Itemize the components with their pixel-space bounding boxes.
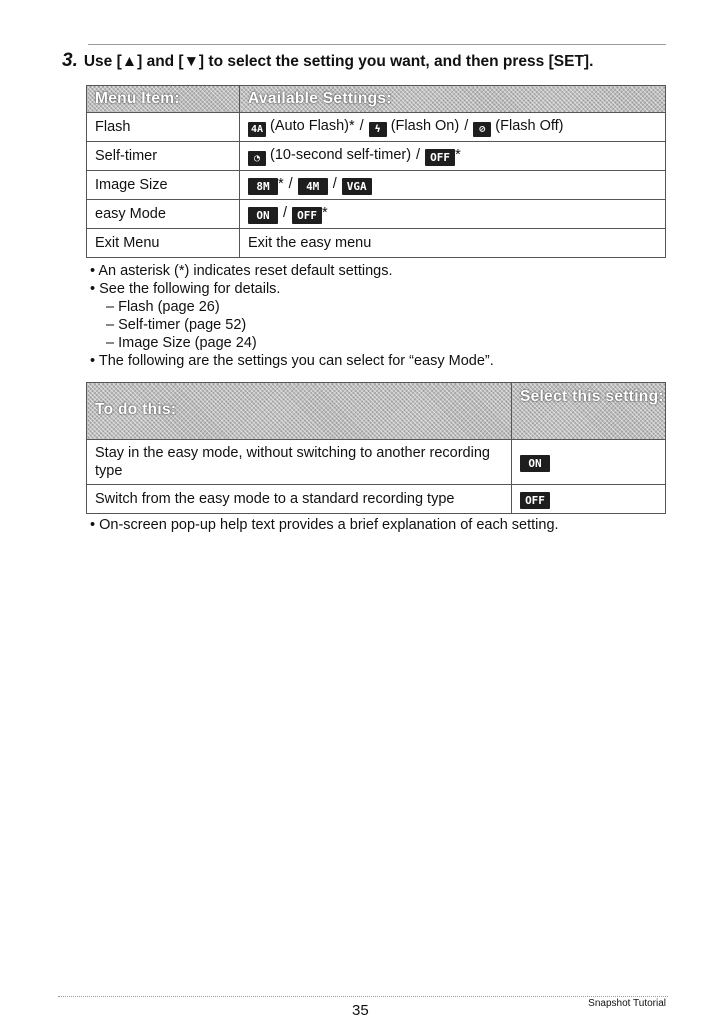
bullet-asterisk: • An asterisk (*) indicates reset default settings. [90, 262, 494, 280]
flash-on-icon: ϟ [369, 122, 387, 137]
table-header-row [87, 86, 666, 113]
help-note: • On-screen pop-up help text provides a brief explanation of each setting. [90, 517, 559, 533]
action-stay: Stay in the easy mode, without switching to another recording type [87, 440, 512, 485]
image-size-4m-icon: 4M [298, 178, 328, 195]
bullet-following: • The following are the settings you can select for “easy Mode”. [90, 352, 494, 370]
setting-text: * [278, 175, 284, 192]
select-cell [512, 440, 666, 485]
section-title: Snapshot Tutorial [588, 998, 666, 1009]
image-size-8m-icon: 8M [248, 178, 278, 195]
settings-image-size: 8M * / 4M / VGA [240, 171, 666, 200]
settings-easy-mode: ON / OFF * [240, 200, 666, 229]
easy-mode-table [86, 382, 666, 514]
self-timer-icon: ◔ [248, 151, 266, 166]
auto-flash-icon: 4A [248, 122, 266, 137]
setting-text: (Flash On) [390, 117, 460, 134]
page-number: 35 [352, 1002, 369, 1019]
setting-text: * [322, 204, 328, 221]
step-number: 3. [62, 50, 78, 71]
table-row [87, 113, 666, 142]
table-row [87, 171, 666, 200]
off-icon: OFF [292, 207, 322, 224]
header-to-do-this [87, 383, 512, 440]
menu-item-self-timer: Self-timer [87, 142, 240, 171]
top-rule [88, 44, 666, 45]
settings-flash: 4A (Auto Flash)* / ϟ (Flash On) / ⊘ (Flash Off) [240, 113, 666, 142]
setting-text: * [455, 146, 461, 163]
on-icon: ON [248, 207, 278, 224]
footer-rule [58, 996, 668, 997]
off-icon: OFF [520, 492, 550, 509]
setting-text: (Flash Off) [495, 117, 564, 134]
menu-item-exit-menu: Exit Menu [87, 229, 240, 258]
header-to-do-this-text: To do this: [95, 401, 177, 418]
off-icon: OFF [425, 149, 455, 166]
table-row [87, 142, 666, 171]
table-row [87, 485, 666, 514]
table-row [87, 440, 666, 485]
table-row [87, 200, 666, 229]
menu-item-image-size: Image Size [87, 171, 240, 200]
setting-text: (Auto Flash)* [270, 117, 355, 134]
table-row [87, 229, 666, 258]
ref-image-size: – Image Size (page 24) [90, 334, 494, 352]
step-instruction [62, 50, 682, 72]
header-select-setting: Select this setting: [512, 383, 666, 440]
bullet-see: • See the following for details. [90, 280, 494, 298]
step-text: Use [▲] and [▼] to select the setting you want, and then press [SET]. [83, 53, 594, 70]
settings-table [86, 85, 666, 258]
ref-flash: – Flash (page 26) [90, 298, 494, 316]
flash-off-icon: ⊘ [473, 122, 491, 137]
settings-self-timer: ◔ (10-second self-timer) / OFF * [240, 142, 666, 171]
menu-item-easy-mode: easy Mode [87, 200, 240, 229]
select-cell [512, 485, 666, 514]
ref-self-timer: – Self-timer (page 52) [90, 316, 494, 334]
image-size-vga-icon: VGA [342, 178, 372, 195]
menu-item-flash: Flash [87, 113, 240, 142]
bullet-list [90, 262, 494, 370]
settings-exit-menu: Exit the easy menu [240, 229, 666, 258]
header-available-settings: Available Settings: [240, 86, 666, 113]
table-header-row [87, 383, 666, 440]
action-switch: Switch from the easy mode to a standard recording type [87, 485, 512, 514]
setting-text: (10-second self-timer) [270, 146, 412, 163]
header-menu-item: Menu Item: [87, 86, 240, 113]
on-icon: ON [520, 455, 550, 472]
